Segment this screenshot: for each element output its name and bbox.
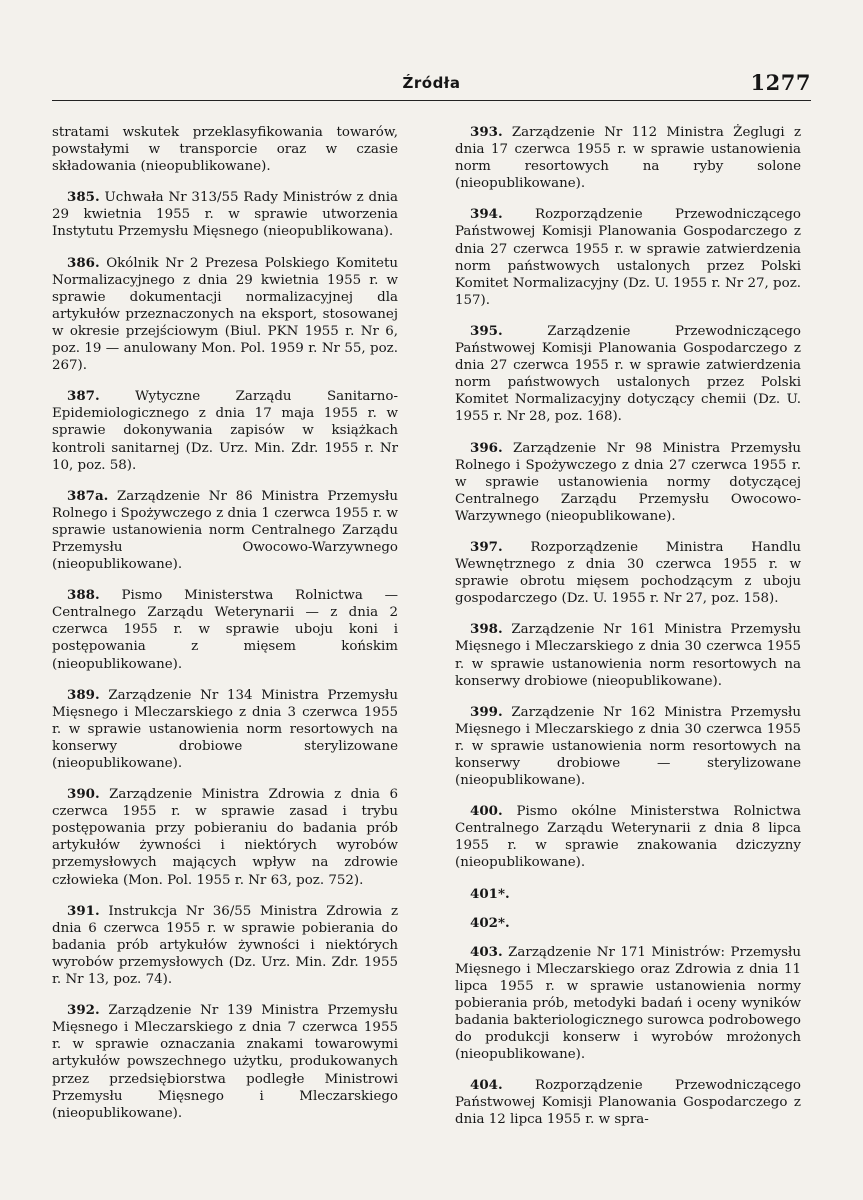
entry-number: 397.: [470, 538, 503, 555]
running-title: Źródła: [402, 74, 461, 92]
entry-number: 400.: [470, 803, 503, 820]
continuation-paragraph: stratami wskutek przeklasyfikowania towarów, powstałymi w transporcie oraz w czasie składowania (nieopublikowane).: [52, 125, 398, 175]
entry-number: 391.: [67, 902, 100, 919]
entry-text: Rozporządzenie Przewodniczącego Państwowej Komisji Planowania Gospodarczego z dnia 27 czerwca 1955 r. w sprawie zatwierdzenia norm państwowych ustalonych przez Polski Komitet Normalizacyjny (Dz. U. 1955 r. Nr 27, poz. 157).: [455, 207, 801, 308]
entry-text: Okólnik Nr 2 Prezesa Polskiego Komitetu Normalizacyjnego z dnia 29 kwietnia 1955 r. w sprawie dokumentacji normalizacyjnej dla artykułów przeznaczonych na eksport, stosowanej w okresie przejściowym (Biul. PKN 1955 r. Nr 6, poz. 19 — anulowany Mon. Pol. 1959 r. Nr 55, poz. 267).: [52, 255, 398, 374]
entry-number: 387.: [67, 388, 100, 405]
entry-text: Zarządzenie Przewodniczącego Państwowej Komisji Planowania Gospodarczego z dnia 27 czerwca 1955 r. w sprawie zatwierdzenia norm państwowych ustalonych przez Polski Komitet Normalizacyjny dotyczący chemii (Dz. U. 1955 r. Nr 28, poz. 168).: [455, 323, 801, 425]
source-entry-386: [52, 255, 398, 375]
entry-text: Zarządzenie Ministra Zdrowia z dnia 6 czerwca 1955 r. w sprawie zasad i trybu postępowania przy pobieraniu do badania prób artykułów żywności i niektórych wyrobów przemysłowych mających wpływ na zdrowie człowieka (Mon. Pol. 1955 r. Nr 63, poz. 752).: [52, 787, 398, 888]
entry-number: 386.: [67, 254, 100, 271]
entry-text: Zarządzenie Nr 112 Ministra Żeglugi z dnia 17 czerwca 1955 r. w sprawie ustanowienia norm resortowych na ryby solone (nieopublikowane).: [455, 125, 801, 192]
source-entry-388: [52, 587, 398, 672]
entry-text: Zarządzenie Nr 139 Ministra Przemysłu Mięsnego i Mleczarskiego z dnia 7 czerwca 1955 r. w sprawie oznaczania znakami towarowymi artykułów powszechnego użytku, produkowanych przez przedsiębiorstwa podległe Ministrowi Przemysłu Mięsnego i Mleczarskiego (nieopublikowane).: [52, 1003, 398, 1121]
source-entry-398: [455, 621, 801, 689]
entry-text: Zarządzenie Nr 98 Ministra Przemysłu Rolnego i Spożywczego z dnia 27 czerwca 1955 r. w sprawie ustanowienia normy dotyczącej Centralnego Zarządu Przemysłu Owocowo-Warzywnego (nieopublikowane).: [455, 440, 801, 524]
page-number: 1277: [750, 70, 811, 95]
source-entry-396: [455, 440, 801, 525]
entry-text: Rozporządzenie Przewodniczącego Państwowej Komisji Planowania Gospodarczego z dnia 12 lipca 1955 r. w spra-: [455, 1078, 801, 1128]
entry-text: Zarządzenie Nr 134 Ministra Przemysłu Mięsnego i Mleczarskiego z dnia 3 czerwca 1955 r. w sprawie ustanowienia norm resortowych na konserwy drobiowe sterylizowane (nieopublikowane).: [52, 687, 398, 771]
source-entry-392: [52, 1002, 398, 1122]
entry-number: 393.: [470, 124, 503, 140]
entry-number: 399.: [470, 703, 503, 720]
entry-number: 396.: [470, 439, 503, 456]
page-header: [52, 64, 811, 100]
source-entry-389: [52, 687, 398, 772]
source-entry-387: [52, 388, 398, 473]
entry-text: Zarządzenie Nr 161 Ministra Przemysłu Mięsnego i Mleczarskiego z dnia 30 czerwca 1955 r. w sprawie ustanowienia norm resortowych na konserwy drobiowe (nieopublikowane).: [455, 622, 801, 689]
entry-number: 387a.: [67, 487, 109, 504]
entry-text: Zarządzenie Nr 86 Ministra Przemysłu Rolnego i Spożywczego z dnia 1 czerwca 1955 r. w sprawie ustanowienia norm Centralnego Zarządu Przemysłu Owocowo-Warzywnego (nieopublikowane).: [52, 488, 398, 573]
left-column: [52, 124, 398, 1136]
source-entry-404: [455, 1077, 801, 1128]
entry-text: Zarządzenie Nr 162 Ministra Przemysłu Mięsnego i Mleczarskiego z dnia 30 czerwca 1955 r. w sprawie ustanowienia norm resortowych na konserwy drobiowe — sterylizowane (nieopublikowane).: [455, 704, 801, 789]
source-entry-403: [455, 944, 801, 1064]
entry-text: Uchwała Nr 313/55 Rady Ministrów z dnia 29 kwietnia 1955 r. w sprawie utworzenia Instytutu Przemysłu Mięsnego (nieopublikowana).: [52, 190, 398, 240]
source-entry-390: [52, 786, 398, 889]
entry-text: Zarządzenie Nr 171 Ministrów: Przemysłu Mięsnego i Mleczarskiego oraz Zdrowia z dnia 11 lipca 1955 r. w sprawie ustanowienia normy pobierania prób, metodyki badań i oceny wyników badania bakteriologicznego surowca podrobowego do produkcji konserw i wyrobów mrożonych (nieopublikowane).: [455, 944, 801, 1063]
source-entry-397: [455, 539, 801, 607]
source-entry-401: [455, 886, 801, 902]
source-entry-394: [455, 206, 801, 309]
source-entry-393: [455, 124, 801, 192]
entry-number: 402*.: [470, 914, 510, 931]
left-entries: [52, 189, 398, 1122]
source-entry-391: [52, 903, 398, 988]
entry-text: Instrukcja Nr 36/55 Ministra Zdrowia z dnia 6 czerwca 1955 r. w sprawie pobierania do badania prób artykułów żywności i niektórych wyrobów przemysłowych (Dz. Urz. Min. Zdr. 1955 r. Nr 13, poz. 74).: [52, 903, 398, 988]
entry-number: 390.: [67, 786, 100, 803]
entry-text: Pismo okólne Ministerstwa Rolnictwa Centralnego Zarządu Weterynarii z dnia 8 lipca 1955 r. w sprawie znakowania dziczyzny (nieopublikowane).: [455, 804, 801, 871]
source-entry-387a: [52, 488, 398, 573]
entry-text: Pismo Ministerstwa Rolnictwa — Centralnego Zarządu Weterynarii — z dnia 2 czerwca 1955 r. w sprawie uboju koni i postępowania z mięsem końskim (nieopublikowane).: [52, 588, 398, 672]
entry-number: 385.: [67, 189, 100, 206]
entry-number: 403.: [470, 943, 503, 960]
source-entry-395: [455, 323, 801, 426]
source-entry-399: [455, 704, 801, 789]
source-entry-402: [455, 915, 801, 931]
entry-number: 401*.: [470, 885, 510, 902]
source-entry-385: [52, 189, 398, 240]
entry-number: 392.: [67, 1002, 100, 1019]
header-rule: [52, 100, 811, 101]
entry-text: Wytyczne Zarządu Sanitarno-Epidemiologicznego z dnia 17 maja 1955 r. w sprawie dokonywania zapisów w książkach kontroli sanitarnej (Dz. Urz. Min. Zdr. 1955 r. Nr 10, poz. 58).: [52, 389, 399, 473]
entry-number: 398.: [470, 621, 503, 638]
entry-number: 389.: [67, 686, 100, 703]
entry-number: 388.: [67, 587, 100, 604]
entry-number: 404.: [470, 1077, 503, 1094]
entry-number: 394.: [470, 206, 503, 223]
entry-number: 395.: [470, 322, 503, 339]
source-entry-400: [455, 803, 801, 871]
entry-text: Rozporządzenie Ministra Handlu Wewnętrznego z dnia 30 czerwca 1955 r. w sprawie obrotu mięsem pochodzącym z uboju gospodarczego (Dz. U. 1955 r. Nr 27, poz. 158).: [455, 539, 801, 607]
right-column: [455, 124, 801, 1143]
